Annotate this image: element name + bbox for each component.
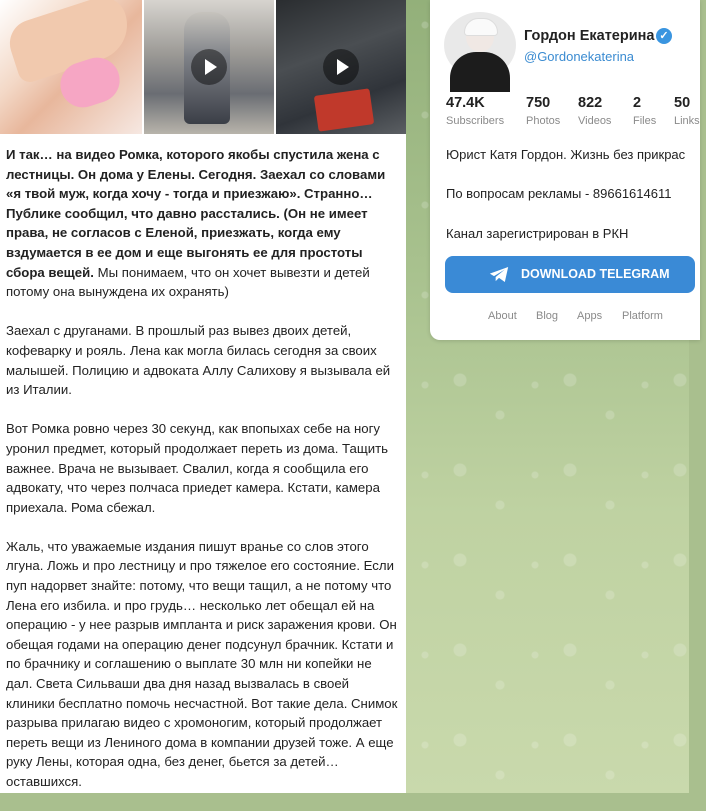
play-icon[interactable] [191, 49, 227, 85]
post-paragraph-3: Вот Ромка ровно через 30 секунд, как впопыхах себе на ногу уронил предмет, который продолжает переть из дома. Тащить важнее. Врача не вызывает. Свалил, когда я сообщила его адвокату, что через полчаса приедет камера. Кстати, камера приехала. Рома сбежал. [6, 421, 388, 515]
footer-link-blog[interactable]: Blog [536, 310, 559, 322]
download-telegram-button[interactable] [445, 256, 695, 293]
channel-ads-contact: По вопросам рекламы - 89661614611 [446, 186, 672, 201]
footer-link-about[interactable]: About [488, 310, 517, 322]
video-thumbnail-2[interactable] [276, 0, 406, 134]
footer-link-apps[interactable]: Apps [577, 310, 603, 322]
post-bold-text: И так… на видео Ромка, которого якобы спустила жена с лестницы. Он дома у Елены. Сегодня. Заехал со словами «я твой муж, когда хочу - тогда и приезжаю». Странно… Публике сообщил, что давно расстались. (Он не имеет права, не согласов с Еленой, приезжать, когда ему вздумается в ее дом и еще выгонять ее для простоты сбора вещей. [6, 147, 386, 280]
avatar-body [450, 52, 510, 92]
stat-label: Files [633, 115, 657, 127]
avatar-hair [464, 18, 498, 36]
channel-description: Юрист Катя Гордон. Жизнь без прикрас [446, 147, 686, 162]
footer-link-platform[interactable]: Platform [622, 310, 663, 322]
channel-name: Гордон Екатерина [524, 28, 655, 44]
stat-value: 822 [578, 95, 603, 111]
stat-value: 50 [674, 95, 691, 111]
stat-value: 750 [526, 95, 551, 111]
post-paragraph-4: Жаль, что уважаемые издания пишут вранье со слов этого лгуна. Ложь и про лестницу и про тяжелое его состояние. Если пуп надорвет знайте: потому, что вещи тащил, а не потому что Лена его избила. и про грудь… несколько лет обещал ей на операцию - у нее разрыв импланта и риск заражения крови. Он обещая годами на операцию денег подсунул брачник. Кстати и по брачнику и соглашению о выплате 30 млн ни копейки не дал. Света Сильваши два дня назад вызвалась в своей клиники бесплатно помочь несчастной. Вот такие дела. Снимок разрыва прилагаю видео с хромоногим, который продолжает переть вещи из Лениного дома в компании друзей тоже. А еще руку Лены, которая одна, без денег, бьется за детей… оставшихся. [6, 538, 398, 789]
stat-label: Photos [526, 115, 561, 127]
stat-videos[interactable] [578, 95, 611, 127]
avatar[interactable] [444, 12, 516, 78]
channel-registration: Канал зарегистрирован в РКН [446, 226, 629, 241]
play-icon[interactable] [323, 49, 359, 85]
stat-label: Videos [578, 115, 612, 127]
stat-label: Subscribers [446, 115, 505, 127]
video-thumbnail-1[interactable] [144, 0, 274, 134]
verified-icon: ✓ [656, 28, 672, 44]
stat-links[interactable] [674, 95, 700, 127]
stat-subscribers[interactable] [446, 95, 504, 127]
photo-thumbnail[interactable] [0, 0, 142, 134]
post-paragraph-1 [6, 145, 398, 302]
channel-handle[interactable]: @Gordonekaterina [524, 49, 635, 64]
post-paragraph-2: Заехал с друганами. В прошлый раз вывез двоих детей, кофеварку и рояль. Лена как могла билась сегодня за своих малышей. Полицию и адвоката Аллу Салихову я вызывала ей из Италии. [6, 323, 391, 398]
channel-info-card [430, 0, 700, 340]
stat-files[interactable] [633, 95, 656, 127]
stat-value: 47.4K [446, 95, 485, 111]
media-gallery [0, 0, 406, 134]
post-text [6, 145, 398, 811]
channel-stats [446, 95, 706, 135]
stat-label: Links [674, 115, 700, 127]
telegram-plane-icon [489, 266, 509, 283]
post-text-continued: Мы понимаем, что он хочет вывезти и детей потому она вынуждена их охранять) [6, 264, 370, 300]
red-box-image [314, 88, 374, 131]
stat-photos[interactable] [526, 95, 560, 127]
stat-value: 2 [633, 95, 642, 111]
download-button-label: DOWNLOAD TELEGRAM [521, 267, 670, 281]
